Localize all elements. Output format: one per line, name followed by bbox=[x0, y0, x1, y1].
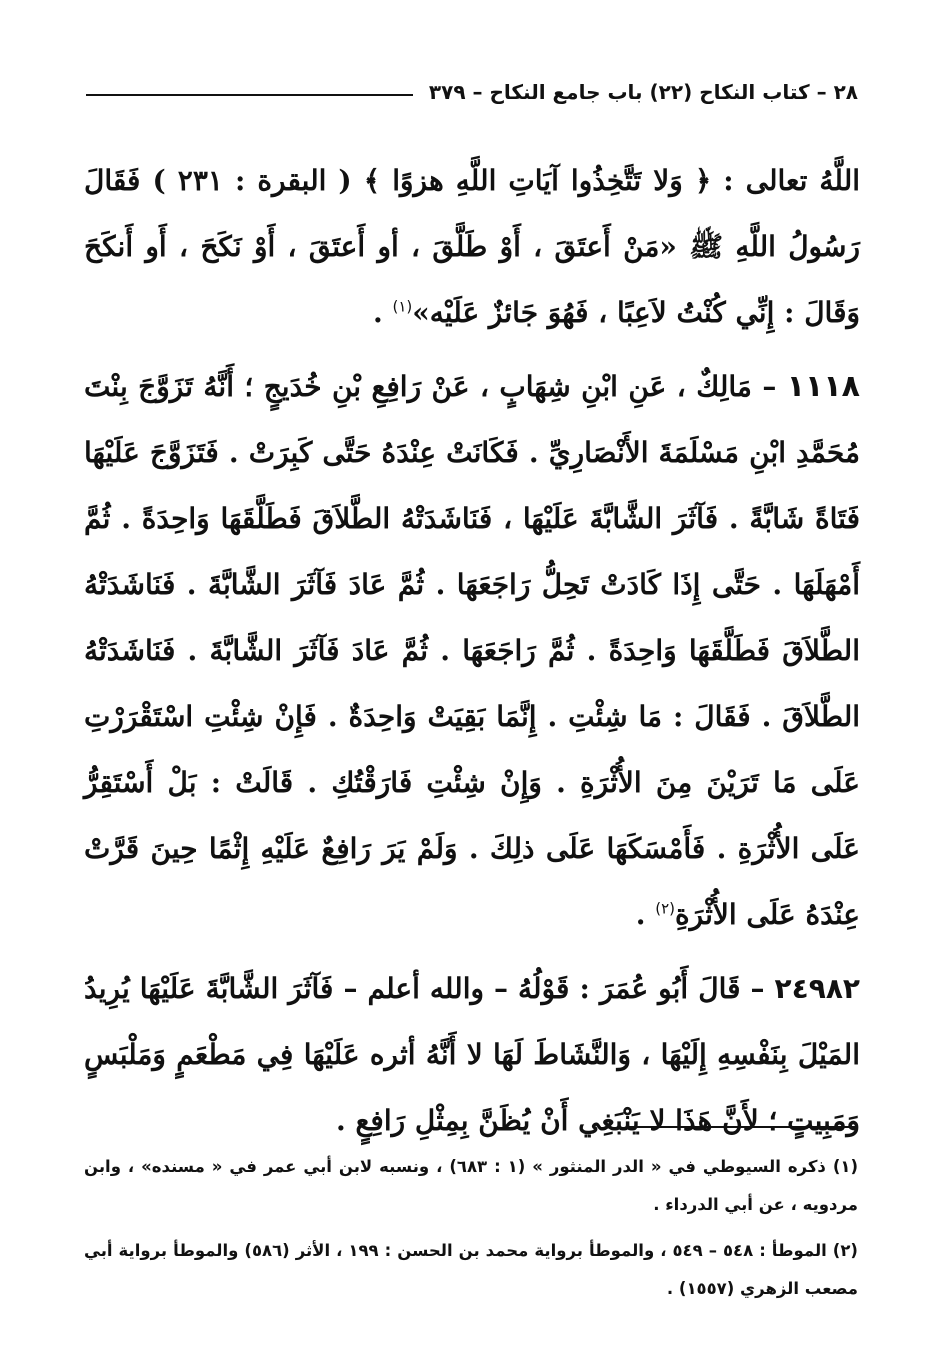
paragraph-text: – قَالَ أَبُو عُمَرَ : قَوْلُهُ – والله أعلم – فَآثَرَ الشَّابَّةَ عَلَيْهَا يُرِيدُ المَيْلَ بِنَفْسِهِ إِلَيْهَا ، وَالنَّشَاطَ لَهَا لا أَنَّهُ أثره عَلَيْهَا فِي مَطْعَمٍ وَمَلْبَسٍ وَمَبِيتٍ ؛ لأَنَّ هَذَا لا يَنْبَغِي أَنْ يُظَنَّ بِمِثْلِ رَافِعٍ . bbox=[84, 972, 860, 1137]
paragraph-1118 bbox=[84, 354, 860, 948]
hadith-number: ١١١٨ bbox=[786, 369, 860, 404]
footnote-ref-1: (١) bbox=[392, 297, 413, 316]
main-text bbox=[84, 148, 860, 1154]
running-header bbox=[86, 72, 858, 112]
paragraph-continuation bbox=[84, 148, 860, 346]
footnotes bbox=[84, 1148, 858, 1316]
paragraph-text: – مَالِكٌ ، عَنِ ابْنِ شِهَابٍ ، عَنْ رَافِعِ بْنِ خُدَيجٍ ؛ أَنَّهُ تَزَوَّجَ بِنْتَ مُحَمَّدِ ابْنِ مَسْلَمَةَ الأَنْصَارِيِّ . فَكَانَتْ عِنْدَهُ حَتَّى كَبِرَتْ . فَتَزَوَّجَ عَلَيْهَا فَتَاةً شَابَّةً . فَآثَرَ الشَّابَّةَ عَلَيْهَا ، فَنَاشَدَتْهُ الطَّلاَقَ فَطَلَّقَهَا وَاحِدَةً . ثُمَّ أَمْهَلَهَا . حَتَّى إِذَا كَادَتْ تَحِلُّ رَاجَعَهَا . ثُمَّ عَادَ فَآثَرَ الشَّابَّةَ . فَنَاشَدَتْهُ الطَّلاَقَ فَطَلَّقَهَا وَاحِدَةً . ثُمَّ رَاجَعَهَا . ثُمَّ عَادَ فَآثَرَ الشَّابَّةَ . فَنَاشَدَتْهُ الطَّلاَقَ . فَقَالَ : مَا شِئْتِ . إِنَّمَا بَقِيَتْ وَاحِدَةٌ . فَإِنْ شِئْتِ اسْتَقْرَرْتِ عَلَى مَا تَرَيْنَ مِنَ الأُثْرَةِ . وَإِنْ شِئْتِ فَارَقْتُكِ . قَالَتْ : بَلْ أَسْتَقِرُّ عَلَى الأُثْرَةِ . فَأَمْسَكَهَا عَلَى ذلِكَ . وَلَمْ يَرَ رَافِعٌ عَلَيْهِ إِثْمًا حِينَ قَرَّتْ عِنْدَهُ عَلَى الأُثْرَةِ bbox=[84, 370, 860, 931]
paragraph-text: اللَّهُ تعالى : ﴿ وَلا تَتَّخِذُوا آيَاتِ اللَّهِ هزوًا ﴾ ( البقرة : ٢٣١ ) فَقَالَ رَسُولُ اللَّهِ ﷺ «مَنْ أَعتَقَ ، أَوْ طَلَّقَ ، أو أَعتَقَ ، أَوْ نَكَحَ ، أَو أَنكَحَ وَقَالَ : إِنِّي كُنْتُ لاَعِبًا ، فَهُوَ جَائزٌ عَلَيْه» bbox=[84, 164, 861, 329]
footnote-1: (١) ذكره السيوطي في « الدر المنثور » (١ : ٦٨٣) ، ونسبه لابن أبي عمر في « مسنده» ، وابن مردويه ، عن أبي الدرداء . bbox=[84, 1157, 859, 1214]
paragraph-24982 bbox=[84, 956, 860, 1154]
paragraph-number: ٢٤٩٨٢ bbox=[774, 972, 860, 1005]
header-title: ٢٨ – كتاب النكاح (٢٢) باب جامع النكاح – ٣٧٩ bbox=[428, 80, 858, 104]
paragraph-ending: . bbox=[372, 296, 393, 329]
footnote-2: (٢) الموطأ : ٥٤٨ – ٥٤٩ ، والموطأ برواية محمد بن الحسن : ١٩٩ ، الأثر (٥٨٦) والموطأ برواية أبي مصعب الزهري (١٥٥٧) . bbox=[84, 1241, 858, 1298]
paragraph-ending: . bbox=[635, 898, 656, 931]
header-rule bbox=[86, 94, 413, 96]
footnote-ref-2: (٢) bbox=[655, 899, 675, 918]
footnote-separator bbox=[626, 1126, 858, 1128]
